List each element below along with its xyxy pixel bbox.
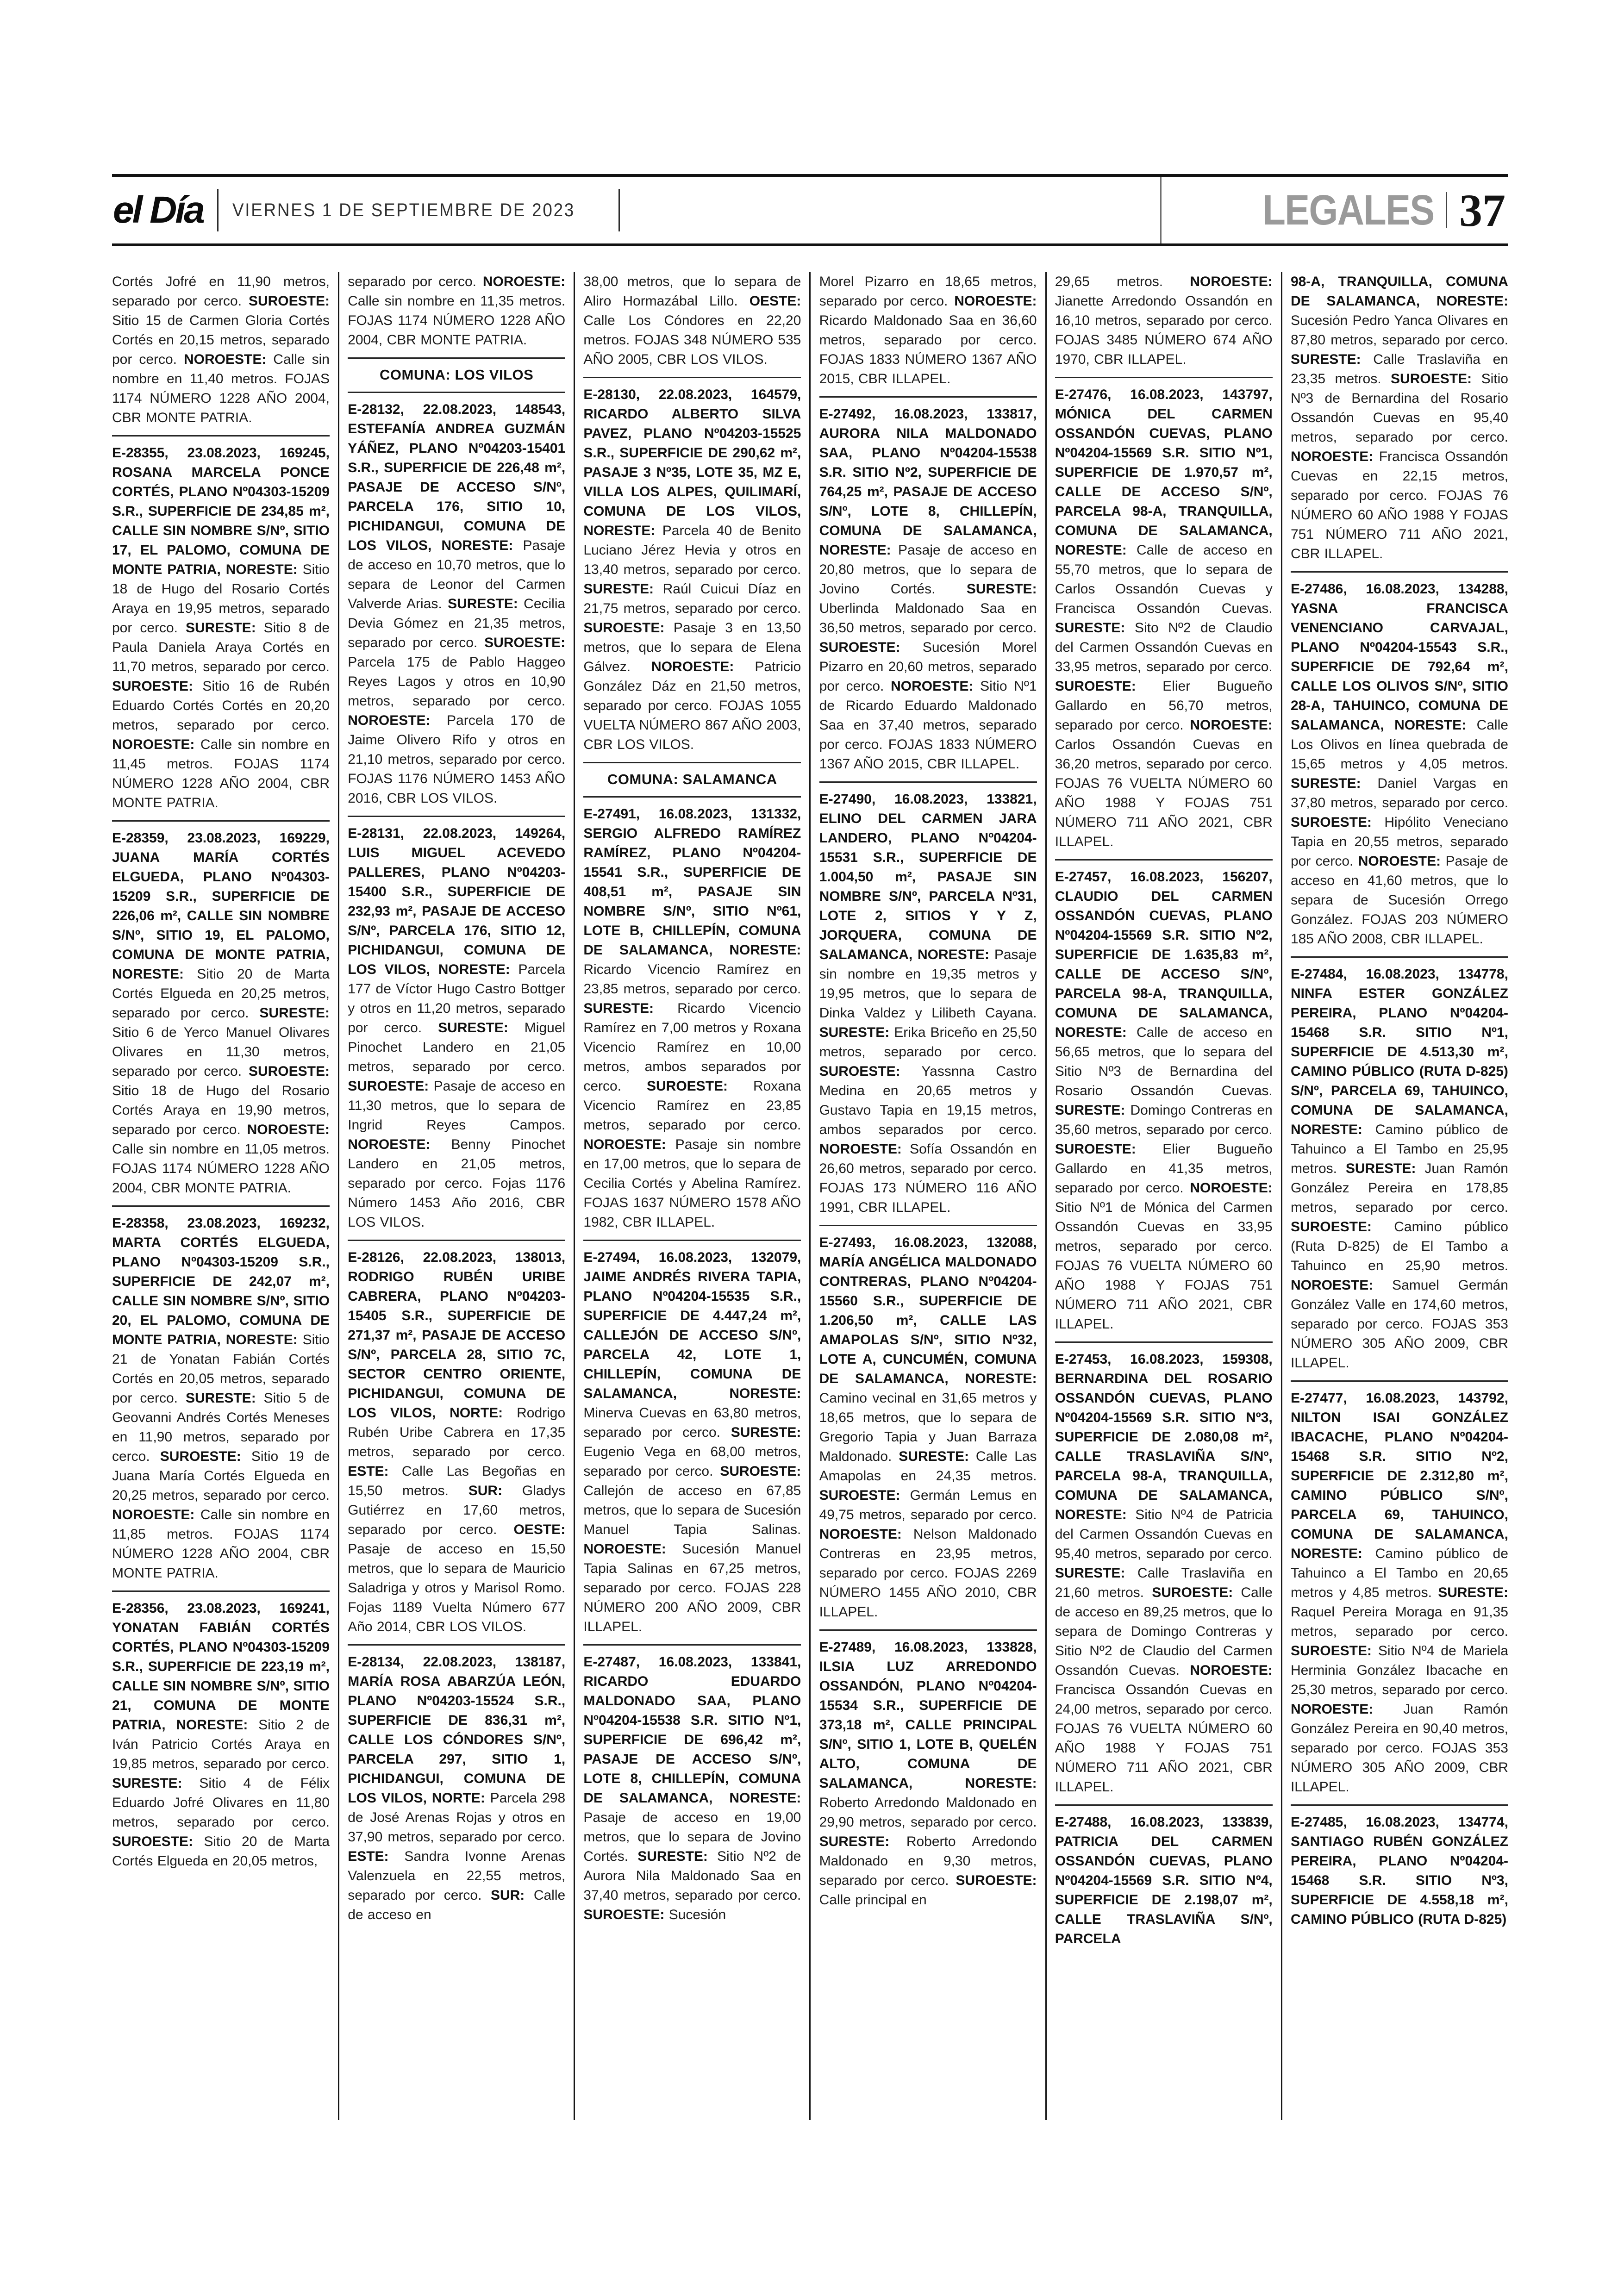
boundary-direction: SURESTE: [186, 1391, 256, 1406]
notice-head: 98-A, TRANQUILLA, COMUNA DE SALAMANCA, [1290, 274, 1508, 309]
boundary-direction: SURESTE: [1055, 1103, 1125, 1118]
column-5 [1055, 272, 1273, 2120]
boundary-direction: NOROESTE: [348, 713, 431, 728]
notice-divider-rule [819, 1225, 1037, 1226]
notice-head: E-28359, 23.08.2023, 169229, JUANA MARÍA CORTÉS ELGUEDA, PLANO Nº04303-15209 S.R., SUPERFICIE DE 226,06 m², CALLE SIN NOMBRE S/Nº, SITIO 19, EL PALOMO, COMUNA DE MONTE PATRIA, [112, 830, 330, 962]
legal-notice: E-27457, 16.08.2023, 156207, CLAUDIO DEL CARMEN OSSANDÓN CUEVAS, PLANO Nº04204-15569 S.R. SITIO Nº2, SUPERFICIE DE 1.635,83 m², CALLE DE ACCESO S/Nº, PARCELA 98-A, TRANQUILLA, COMUNA DE SALAMANCA, NORESTE: Calle de acceso en 56,65 metros, que lo separa del Sitio Nº3 de Bernardina del Rosario Ossandón Cuevas. SURESTE: Domingo Contreras en 35,60 metros, separado por cerco. SUROESTE: Elier Bugueño Gallardo en 41,35 metros, separado por cerco. NOROESTE: Sitio Nº1 de Mónica del Carmen Ossandón Cuevas en 33,95 metros, separado por cerco. FOJAS 76 VUELTA NÚMERO 60 AÑO 1988 Y FOJAS 751 NÚMERO 711 AÑO 2021, CBR ILLAPEL. [1055, 869, 1273, 1332]
boundary-direction: NORESTE: [1436, 293, 1508, 309]
notice-divider-rule [1291, 956, 1508, 958]
boundary-direction: OESTE: [749, 293, 801, 309]
column-gutter [565, 272, 583, 2120]
boundary-direction: SUROESTE: [819, 640, 900, 655]
notice-head: E-27486, 16.08.2023, 134288, YASNA FRANCISCA VENENCIANO CARVAJAL, PLANO Nº04204-15543 S.R., SUPERFICIE DE 792,64 m², CALLE LOS OLIVOS S/Nº, SITIO 28-A, TAHUINCO, COMUNA DE SALAMANCA, [1290, 581, 1508, 733]
boundary-direction: SURESTE: [731, 1425, 801, 1440]
masthead-left [112, 177, 1160, 243]
notice-divider-rule [583, 762, 801, 763]
boundary-direction: NOROESTE: [954, 293, 1037, 309]
legal-notice: E-28355, 23.08.2023, 169245, ROSANA MARCELA PONCE CORTÉS, PLANO Nº04303-15209 S.R., SUPERFICIE DE 234,85 m², CALLE SIN NOMBRE S/Nº, SITIO 17, EL PALOMO, COMUNA DE MONTE PATRIA, NORESTE: Sitio 18 de Hugo del Rosario Cortés Araya en 19,95 metros, separado por cerco. SURESTE: Sitio 8 de Paula Daniela Araya Cortés en 11,70 metros, separado por cerco. SUROESTE: Sitio 16 de Rubén Eduardo Cortés Cortés en 20,20 metros, separado por cerco. NOROESTE: Calle sin nombre en 11,45 metros. FOJAS 1174 NÚMERO 1228 AÑO 2004, CBR MONTE PATRIA. [112, 445, 330, 811]
notice-divider-rule [1055, 1804, 1273, 1806]
column-3 [583, 272, 801, 2120]
notice-head: E-27493, 16.08.2023, 132088, MARÍA ANGÉLICA MALDONADO CONTRERAS, PLANO Nº04204-15560 S.R., SUPERFICIE DE 1.206,50 m², CALLE LAS AMAPOLAS S/Nº, SITIO Nº32, LOTE A, CUNCUMÉN, COMUNA DE SALAMANCA, [819, 1235, 1037, 1386]
notice-divider-rule [1055, 859, 1273, 861]
comuna-header: COMUNA: SALAMANCA [607, 771, 777, 787]
notice-head: E-27477, 16.08.2023, 143792, NILTON ISAI GONZÁLEZ IBACACHE, PLANO Nº04204-15468 S.R. SITIO Nº2, SUPERFICIE DE 2.312,80 m², CAMINO PÚBLICO S/Nº, PARCELA 69, TAHUINCO, COMUNA DE SALAMANCA, [1290, 1391, 1508, 1542]
notice-continuation: Morel Pizarro en 18,65 metros, separado por cerco. NOROESTE: Ricardo Maldonado Saa en 36,60 metros, separado por cerco. FOJAS 1833 NÚMERO 1367 AÑO 2015, CBR ILLAPEL. [819, 274, 1037, 387]
column-gutter [1037, 272, 1055, 2120]
legal-notice: E-27493, 16.08.2023, 132088, MARÍA ANGÉLICA MALDONADO CONTRERAS, PLANO Nº04204-15560 S.R., SUPERFICIE DE 1.206,50 m², CALLE LAS AMAPOLAS S/Nº, SITIO Nº32, LOTE A, CUNCUMÉN, COMUNA DE SALAMANCA, NORESTE: Camino vecinal en 31,65 metros y 18,65 metros, que lo separa de Gregorio Tapia y Juan Barraza Maldonado. SURESTE: Calle Las Amapolas en 24,35 metros. SUROESTE: Germán Lemus en 49,75 metros, separado por cerco. NOROESTE: Nelson Maldonado Contreras en 23,95 metros, separado por cerco. FOJAS 2269 NÚMERO 1455 AÑO 2010, CBR ILLAPEL. [819, 1235, 1037, 1620]
notice-head: E-28356, 23.08.2023, 169241, YONATAN FABIÁN CORTÉS CORTÉS, PLANO Nº04303-15209 S.R., SUPERFICIE DE 223,19 m², CALLE SIN NOMBRE S/Nº, SITIO 21, COMUNA DE MONTE PATRIA, [112, 1601, 330, 1733]
notice-head: E-28358, 23.08.2023, 169232, MARTA CORTÉS ELGUEDA, PLANO Nº04303-15209 S.R., SUPERFICIE DE 242,07 m², CALLE SIN NOMBRE S/Nº, SITIO 20, EL PALOMO, COMUNA DE MONTE PATRIA, [112, 1216, 330, 1347]
masthead [112, 174, 1508, 246]
column-gutter [1273, 272, 1291, 2120]
boundary-direction: SURESTE: [1345, 1161, 1416, 1176]
boundary-direction: NOROESTE: [819, 1527, 902, 1542]
comuna-header: COMUNA: LOS VILOS [380, 367, 534, 383]
boundary-direction: SURESTE: [1055, 620, 1125, 636]
legal-notice: E-28131, 22.08.2023, 149264, LUIS MIGUEL ACEVEDO PALLERES, PLANO Nº04203-15400 S.R., SUPERFICIE DE 232,93 m², PASAJE DE ACCESO S/Nº, PARCELA 176, SITIO 12, PICHIDANGUI, COMUNA DE LOS VILOS, NORESTE: Parcela 177 de Víctor Hugo Castro Bottger y otros en 11,20 metros, separado por cerco. SURESTE: Miguel Pinochet Landero en 21,05 metros, separado por cerco. SUROESTE: Pasaje de acceso en 11,30 metros, que lo separa de Ingrid Reyes Campos. NOROESTE: Benny Pinochet Landero en 21,05 metros, separado por cerco. Fojas 1176 Número 1453 Año 2016, CBR LOS VILOS. [348, 826, 566, 1230]
legal-notice: E-27476, 16.08.2023, 143797, MÓNICA DEL CARMEN OSSANDÓN CUEVAS, PLANO Nº04204-15569 S.R. SITIO Nº1, SUPERFICIE DE 1.970,57 m², CALLE DE ACCESO S/Nº, PARCELA 98-A, TRANQUILLA, COMUNA DE SALAMANCA, NORESTE: Calle de acceso en 55,70 metros, que lo separa de Carlos Ossandón Cuevas y Francisca Ossandón Cuevas. SURESTE: Sito Nº2 de Claudio del Carmen Ossandón Cuevas en 33,95 metros, separado por cerco. SUROESTE: Elier Bugueño Gallardo en 56,70 metros, separado por cerco. NOROESTE: Carlos Ossandón Cuevas en 36,20 metros, separado por cerco. FOJAS 76 VUELTA NÚMERO 60 AÑO 1988 Y FOJAS 751 NÚMERO 711 AÑO 2021, CBR ILLAPEL. [1055, 387, 1273, 849]
boundary-direction: NOROESTE: [651, 659, 734, 674]
notice-divider-rule [348, 357, 565, 359]
boundary-direction: NORESTE: [1394, 717, 1467, 733]
notice-head: E-28126, 22.08.2023, 138013, RODRIGO RUBÉN URIBE CABRERA, PLANO Nº04203-15405 S.R., SUPERFICIE DE 271,37 m², PASAJE DE ACCESO S/Nº, PARCELA 28, SITIO 7C, SECTOR CENTRO ORIENTE, PICHIDANGUI, COMUNA DE LOS VILOS, [348, 1250, 566, 1421]
boundary-direction: SURESTE: [899, 1449, 969, 1464]
legal-notice: E-28359, 23.08.2023, 169229, JUANA MARÍA CORTÉS ELGUEDA, PLANO Nº04303-15209 S.R., SUPERFICIE DE 226,06 m², CALLE SIN NOMBRE S/Nº, SITIO 19, EL PALOMO, COMUNA DE MONTE PATRIA, NORESTE: Sitio 20 de Marta Cortés Elgueda en 20,25 metros, separado por cerco. SURESTE: Sitio 6 de Yerco Manuel Olivares Olivares en 11,30 metros, separado por cerco. SUROESTE: Sitio 18 de Hugo del Rosario Cortés Araya en 19,90 metros, separado por cerco. NOROESTE: Calle sin nombre en 11,05 metros. FOJAS 1174 NÚMERO 1228 AÑO 2004, CBR MONTE PATRIA. [112, 830, 330, 1196]
boundary-direction: SURESTE: [1055, 1565, 1125, 1581]
notice-divider-rule [112, 435, 330, 437]
notice-divider-rule [583, 1240, 801, 1241]
boundary-direction: SUROESTE: [1290, 1643, 1372, 1659]
boundary-direction: NOROESTE: [1290, 449, 1374, 464]
notice-divider-rule [348, 392, 565, 393]
boundary-direction: SUROESTE: [956, 1873, 1037, 1888]
notice-head: E-27453, 16.08.2023, 159308, BERNARDINA DEL ROSARIO OSSANDÓN CUEVAS, PLANO Nº04204-15569 S.R. SITIO Nº3, SUPERFICIE DE 2.080,08 m², CALLE TRASLAVIÑA S/Nº, PARCELA 98-A, TRANQUILLA, COMUNA DE SALAMANCA, [1055, 1352, 1273, 1503]
boundary-direction: SURESTE: [583, 1001, 654, 1016]
notice-head: E-27490, 16.08.2023, 133821, ELINO DEL CARMEN JARA LANDERO, PLANO Nº04204-15531 S.R., SUPERFICIE DE 1.004,50 m², PASAJE SIN NOMBRE S/Nº, PARCELA Nº31, LOTE 2, SITIOS Y Y Z, JORQUERA, COMUNA DE SALAMANCA, [819, 792, 1037, 962]
boundary-direction: ESTE: [348, 1849, 389, 1864]
boundary-direction: NORESTE: [225, 1332, 298, 1347]
boundary-direction: NORESTE: [1055, 1025, 1127, 1040]
notice-divider-rule [1055, 377, 1273, 378]
boundary-direction: SURESTE: [1290, 352, 1361, 367]
boundary-direction: SUROESTE: [248, 293, 330, 309]
boundary-direction: NORESTE: [965, 1776, 1037, 1791]
boundary-direction: SUROESTE: [720, 1464, 801, 1479]
notice-head: E-28132, 22.08.2023, 148543, ESTEFANÍA ANDREA GUZMÁN YÁÑEZ, PLANO Nº04203-15401 S.R., SUPERFICIE DE 226,48 m², PASAJE DE ACCESO S/Nº, PARCELA 176, SITIO 10, PICHIDANGUI, COMUNA DE LOS VILOS, [348, 402, 566, 553]
notice-head: E-27485, 16.08.2023, 134774, SANTIAGO RUBÉN GONZÁLEZ PEREIRA, PLANO Nº04204-15468 S.R. SITIO Nº3, SUPERFICIE DE 4.558,18 m², CAMINO PÚBLICO (RUTA D-825) [1290, 1815, 1508, 1927]
boundary-direction: NORESTE: [918, 947, 990, 962]
masthead-right [1160, 177, 1508, 243]
notice-divider-rule [819, 396, 1037, 398]
legal-notice: E-27489, 16.08.2023, 133828, ILSIA LUZ ARREDONDO OSSANDÓN, PLANO Nº04204-15534 S.R., SUPERFICIE DE 373,18 m², CALLE PRINCIPAL S/Nº, SITIO 1, LOTE B, QUELÉN ALTO, COMUNA DE SALAMANCA, NORESTE: Roberto Arredondo Maldonado en 29,90 metros, separado por cerco. SURESTE: Roberto Arredondo Maldonado en 9,30 metros, separado por cerco. SUROESTE: Calle principal en [819, 1640, 1037, 1908]
legal-notice: E-27494, 16.08.2023, 132079, JAIME ANDRÉS RIVERA TAPIA, PLANO Nº04204-15535 S.R., SUPERFICIE DE 4.447,24 m², CALLEJÓN DE ACCESO S/Nº, PARCELA 42, LOTE 1, CHILLEPÍN, COMUNA DE SALAMANCA, NORESTE: Minerva Cuevas en 63,80 metros, separado por cerco. SURESTE: Eugenio Vega en 68,00 metros, separado por cerco. SUROESTE: Callejón de acceso en 67,85 metros, que lo separa de Sucesión Manuel Tapia Salinas. NOROESTE: Sucesión Manuel Tapia Salinas en 67,25 metros, separado por cerco. FOJAS 228 NÚMERO 200 AÑO 2009, CBR ILLAPEL. [583, 1250, 801, 1634]
boundary-direction: SUROESTE: [819, 1488, 900, 1503]
masthead-separator-bar [217, 189, 219, 231]
notice-head: E-27476, 16.08.2023, 143797, MÓNICA DEL CARMEN OSSANDÓN CUEVAS, PLANO Nº04204-15569 S.R. SITIO Nº1, SUPERFICIE DE 1.970,57 m², CALLE DE ACCESO S/Nº, PARCELA 98-A, TRANQUILLA, COMUNA DE SALAMANCA, [1055, 387, 1273, 538]
notice-divider-rule [112, 820, 330, 822]
notice-head: E-28355, 23.08.2023, 169245, ROSANA MARCELA PONCE CORTÉS, PLANO Nº04303-15209 S.R., SUPERFICIE DE 234,85 m², CALLE SIN NOMBRE S/Nº, SITIO 17, EL PALOMO, COMUNA DE MONTE PATRIA, [112, 445, 330, 577]
boundary-direction: SUROESTE: [1055, 1141, 1136, 1157]
notice-divider-rule [1291, 1380, 1508, 1382]
issue-date: VIERNES 1 DE SEPTIEMBRE DE 2023 [232, 200, 575, 220]
boundary-direction: NOROESTE: [183, 352, 267, 367]
boundary-direction: SUROESTE: [112, 679, 194, 694]
boundary-direction: NORESTE: [965, 1371, 1037, 1386]
boundary-direction: SUROESTE: [647, 1079, 728, 1094]
notice-divider-rule [112, 1205, 330, 1207]
boundary-direction: SURESTE: [819, 1025, 890, 1040]
boundary-direction: SUROESTE: [1152, 1585, 1233, 1600]
notice-head: E-28134, 22.08.2023, 138187, MARÍA ROSA ABARZÚA LEÓN, PLANO Nº04203-15524 S.R., SUPERFICIE DE 836,31 m², CALLE LOS CÓNDORES S/Nº, PARCELA 297, SITIO 1, PICHIDANGUI, COMUNA DE LOS VILOS, [348, 1654, 566, 1806]
column-4 [819, 272, 1037, 2120]
notice-head: E-27491, 16.08.2023, 131332, SERGIO ALFREDO RAMÍREZ RAMÍREZ, PLANO Nº04204-15541 S.R., SUPERFICIE DE 408,51 m², PASAJE SIN NOMBRE S/Nº, SITIO Nº61, LOTE B, CHILLEPÍN, COMUNA DE SALAMANCA, [583, 806, 801, 958]
notice-head: E-27489, 16.08.2023, 133828, ILSIA LUZ ARREDONDO OSSANDÓN, PLANO Nº04204-15534 S.R., SUPERFICIE DE 373,18 m², CALLE PRINCIPAL S/Nº, SITIO 1, LOTE B, QUELÉN ALTO, COMUNA DE SALAMANCA, [819, 1640, 1037, 1791]
legal-notice: E-28132, 22.08.2023, 148543, ESTEFANÍA ANDREA GUZMÁN YÁÑEZ, PLANO Nº04203-15401 S.R., SUPERFICIE DE 226,48 m², PASAJE DE ACCESO S/Nº, PARCELA 176, SITIO 10, PICHIDANGUI, COMUNA DE LOS VILOS, NORESTE: Pasaje de acceso en 10,70 metros, que lo separa de Leonor del Carmen Valverde Arias. SURESTE: Cecilia Devia Gómez en 21,35 metros, separado por cerco. SUROESTE: Parcela 175 de Pablo Haggeo Reyes Lagos y otros en 10,90 metros, separado por cerco. NOROESTE: Parcela 170 de Jaime Olivero Rifo y otros en 21,10 metros, separado por cerco. FOJAS 1176 NÚMERO 1453 AÑO 2016, CBR LOS VILOS. [348, 402, 566, 806]
column-2 [348, 272, 565, 2120]
notice-continuation: 38,00 metros, que lo separa de Aliro Hormazábal Lillo. OESTE: Calle Los Cóndores en 22,20 metros. FOJAS 348 NÚMERO 535 AÑO 2005, CBR LOS VILOS. [583, 274, 801, 367]
legal-notice [1291, 1813, 1508, 1929]
boundary-direction: NOROESTE: [247, 1122, 330, 1137]
column-divider-line [809, 272, 811, 2120]
notice-divider-rule [583, 377, 801, 378]
boundary-direction: SUROESTE: [1055, 679, 1136, 694]
column-divider-line [338, 272, 339, 2120]
boundary-direction: NOROESTE: [1290, 1702, 1374, 1717]
page-number: 37 [1459, 184, 1505, 236]
boundary-direction: SUROESTE: [248, 1064, 330, 1079]
boundary-direction: NOROESTE: [583, 1541, 666, 1557]
boundary-direction: NORESTE: [1055, 543, 1127, 558]
boundary-direction: SURESTE: [448, 596, 518, 611]
column-gutter [330, 272, 348, 2120]
notice-head: E-27457, 16.08.2023, 156207, CLAUDIO DEL CARMEN OSSANDÓN CUEVAS, PLANO Nº04204-15569 S.R. SITIO Nº2, SUPERFICIE DE 1.635,83 m², CALLE DE ACCESO S/Nº, PARCELA 98-A, TRANQUILLA, COMUNA DE SALAMANCA, [1055, 869, 1273, 1021]
boundary-direction: NORTE: [450, 1405, 503, 1421]
legal-notice: E-28130, 22.08.2023, 164579, RICARDO ALBERTO SILVA PAVEZ, PLANO Nº04203-15525 S.R., SUPERFICIE DE 290,62 m², PASAJE 3 Nº35, LOTE 35, MZ E, VILLA LOS ALPES, QUILIMARÍ, COMUNA DE LOS VILOS, NORESTE: Parcela 40 de Benito Luciano Jérez Hevia y otros en 13,40 metros, separado por cerco. SURESTE: Raúl Cuicui Díaz en 21,75 metros, separado por cerco. SUROESTE: Pasaje 3 en 13,50 metros, que lo separa de Elena Gálvez. NOROESTE: Patricio González Dáz en 21,50 metros, separado por cerco. FOJAS 1055 VUELTA NÚMERO 867 AÑO 2003, CBR LOS VILOS. [583, 387, 801, 752]
notice-divider-rule [1055, 1341, 1273, 1343]
boundary-direction: SURESTE: [438, 1020, 508, 1035]
column-6 [1291, 272, 1508, 2120]
boundary-direction: NOROESTE: [112, 1507, 195, 1522]
boundary-direction: SUROESTE: [484, 635, 566, 650]
column-divider-line [1045, 272, 1047, 2120]
boundary-direction: NOROESTE: [819, 1141, 902, 1157]
column-gutter [801, 272, 819, 2120]
notice-divider-rule [583, 1644, 801, 1646]
notice-divider-rule [1291, 571, 1508, 573]
notice-divider-rule [348, 1644, 565, 1646]
notice-head: E-27492, 16.08.2023, 133817, AURORA NILA MALDONADO SAA, PLANO Nº04204-15538 S.R. SITIO Nº2, SUPERFICIE DE 764,25 m², PASAJE DE ACCESO S/Nº, LOTE 8, CHILLEPÍN, COMUNA DE SALAMANCA, [819, 406, 1037, 538]
boundary-direction: SURESTE: [1438, 1585, 1508, 1600]
boundary-direction: SUROESTE: [583, 1907, 665, 1922]
boundary-direction: NORTE: [431, 1790, 485, 1806]
legal-notice: E-27487, 16.08.2023, 133841, RICARDO EDUARDO MALDONADO SAA, PLANO Nº04204-15538 S.R. SITIO Nº1, SUPERFICIE DE 696,42 m², PASAJE DE ACCESO S/Nº, LOTE 8, CHILLEPÍN, COMUNA DE SALAMANCA, NORESTE: Pasaje de acceso en 19,00 metros, que lo separa de Jovino Cortés. SURESTE: Sitio Nº2 de Aurora Nila Maldonado Saa en 37,40 metros, separado por cerco. SUROESTE: Sucesión [583, 1654, 801, 1922]
notice-divider-rule [348, 816, 565, 817]
boundary-direction: NOROESTE: [1358, 854, 1441, 869]
boundary-direction: NORESTE: [583, 523, 656, 538]
legal-notice: E-27453, 16.08.2023, 159308, BERNARDINA DEL ROSARIO OSSANDÓN CUEVAS, PLANO Nº04204-15569 S.R. SITIO Nº3, SUPERFICIE DE 2.080,08 m², CALLE TRASLAVIÑA S/Nº, PARCELA 98-A, TRANQUILLA, COMUNA DE SALAMANCA, NORESTE: Sitio Nº4 de Patricia del Carmen Ossandón Cuevas en 95,40 metros, separado por cerco. SURESTE: Calle Traslaviña en 21,60 metros. SUROESTE: Calle de acceso en 89,25 metros, que lo separa de Domingo Contreras y Sitio Nº2 de Claudio del Carmen Ossandón Cuevas. NOROESTE: Francisca Ossandón Cuevas en 24,00 metros, separado por cerco. FOJAS 76 VUELTA NÚMERO 60 AÑO 1988 Y FOJAS 751 NÚMERO 711 AÑO 2021, CBR ILLAPEL. [1055, 1352, 1273, 1795]
notice-divider-rule [348, 1240, 565, 1241]
boundary-direction: NORESTE: [441, 538, 513, 553]
masthead-separator-bar [618, 189, 620, 231]
boundary-direction: SURESTE: [259, 1005, 330, 1021]
boundary-direction: NOROESTE: [891, 679, 974, 694]
boundary-direction: SUROESTE: [160, 1449, 241, 1464]
boundary-direction: SURESTE: [1290, 776, 1361, 791]
boundary-direction: SUROESTE: [112, 1834, 194, 1849]
boundary-direction: SURESTE: [819, 1834, 890, 1849]
legal-notice: E-27491, 16.08.2023, 131332, SERGIO ALFREDO RAMÍREZ RAMÍREZ, PLANO Nº04204-15541 S.R., SUPERFICIE DE 408,51 m², PASAJE SIN NOMBRE S/Nº, SITIO Nº61, LOTE B, CHILLEPÍN, COMUNA DE SALAMANCA, NORESTE: Ricardo Vicencio Ramírez en 23,85 metros, separado por cerco. SURESTE: Ricardo Vicencio Ramírez en 7,00 metros y Roxana Vicencio Ramírez en 10,00 metros, ambos separados por cerco. SUROESTE: Roxana Vicencio Ramírez en 23,85 metros, separado por cerco. NOROESTE: Pasaje sin nombre en 17,00 metros, que lo separa de Cecilia Cortés y Abelina Ramírez. FOJAS 1637 NÚMERO 1578 AÑO 1982, CBR ILLAPEL. [583, 806, 801, 1230]
boundary-direction: SUR: [468, 1483, 503, 1498]
boundary-direction: NOROESTE: [112, 737, 195, 752]
boundary-direction: SUROESTE: [1290, 1219, 1372, 1235]
notice-head: E-28131, 22.08.2023, 149264, LUIS MIGUEL ACEVEDO PALLERES, PLANO Nº04203-15400 S.R., SUPERFICIE DE 232,93 m², PASAJE DE ACCESO S/Nº, PARCELA 176, SITIO 12, PICHIDANGUI, COMUNA DE LOS VILOS, [348, 826, 566, 977]
legal-notice: E-28126, 22.08.2023, 138013, RODRIGO RUBÉN URIBE CABRERA, PLANO Nº04203-15405 S.R., SUPERFICIE DE 271,37 m², PASAJE DE ACCESO S/Nº, PARCELA 28, SITIO 7C, SECTOR CENTRO ORIENTE, PICHIDANGUI, COMUNA DE LOS VILOS, NORTE: Rodrigo Rubén Uribe Cabrera en 17,35 metros, separado por cerco. ESTE: Calle Las Begoñas en 15,50 metros. SUR: Gladys Gutiérrez en 17,60 metros, separado por cerco. OESTE: Pasaje de acceso en 15,50 metros, que lo separa de Mauricio Saladriga y otros y Marisol Romo. Fojas 1189 Vuelta Número 677 Año 2014, CBR LOS VILOS. [348, 1250, 566, 1634]
boundary-direction: SUROESTE: [348, 1079, 429, 1094]
boundary-direction: NORESTE: [438, 962, 510, 977]
notice-divider-rule [112, 1590, 330, 1592]
notice-head: E-27487, 16.08.2023, 133841, RICARDO EDUARDO MALDONADO SAA, PLANO Nº04204-15538 S.R. SITIO Nº1, SUPERFICIE DE 696,42 m², PASAJE DE ACCESO S/Nº, LOTE 8, CHILLEPÍN, COMUNA DE SALAMANCA, [583, 1654, 801, 1806]
boundary-direction: NORESTE: [729, 1386, 801, 1401]
boundary-direction: OESTE: [513, 1522, 566, 1537]
legal-notice: E-27492, 16.08.2023, 133817, AURORA NILA MALDONADO SAA, PLANO Nº04204-15538 S.R. SITIO Nº2, SUPERFICIE DE 764,25 m², PASAJE DE ACCESO S/Nº, LOTE 8, CHILLEPÍN, COMUNA DE SALAMANCA, NORESTE: Pasaje de acceso en 20,80 metros, que lo separa de Jovino Cortés. SURESTE: Uberlinda Maldonado Saa en 36,50 metros, separado por cerco. SUROESTE: Sucesión Morel Pizarro en 20,60 metros, separado por cerco. NOROESTE: Sitio Nº1 de Ricardo Eduardo Maldonado Saa en 37,40 metros, separado por cerco. FOJAS 1833 NÚMERO 1367 AÑO 2015, CBR ILLAPEL. [819, 406, 1037, 772]
boundary-direction: SUROESTE: [1290, 815, 1372, 830]
legal-notice: E-28134, 22.08.2023, 138187, MARÍA ROSA ABARZÚA LEÓN, PLANO Nº04203-15524 S.R., SUPERFICIE DE 836,31 m², CALLE LOS CÓNDORES S/Nº, PARCELA 297, SITIO 1, PICHIDANGUI, COMUNA DE LOS VILOS, NORTE: Parcela 298 de José Arenas Rojas y otros en 37,90 metros, separado por cerco. ESTE: Sandra Ivonne Arenas Valenzuela en 22,55 metros, separado por cerco. SUR: Calle de acceso en [348, 1654, 566, 1922]
columns [112, 272, 1508, 2120]
boundary-direction: SUR: [490, 1888, 525, 1903]
boundary-direction: NOROESTE: [348, 1137, 431, 1152]
boundary-direction: NORESTE: [1055, 1507, 1127, 1522]
column-1 [112, 272, 330, 2120]
boundary-direction: NORESTE: [729, 942, 801, 958]
boundary-direction: SURESTE: [186, 620, 256, 636]
boundary-direction: SURESTE: [112, 1776, 182, 1791]
boundary-direction: NORESTE: [729, 1790, 801, 1806]
boundary-direction: NOROESTE: [1190, 717, 1273, 733]
boundary-direction: NOROESTE: [482, 274, 566, 289]
boundary-direction: NOROESTE: [1190, 274, 1273, 289]
legal-notice: E-27490, 16.08.2023, 133821, ELINO DEL CARMEN JARA LANDERO, PLANO Nº04204-15531 S.R., SUPERFICIE DE 1.004,50 m², PASAJE SIN NOMBRE S/Nº, PARCELA Nº31, LOTE 2, SITIOS Y Y Z, JORQUERA, COMUNA DE SALAMANCA, NORESTE: Pasaje sin nombre en 19,35 metros y 19,95 metros, que lo separa de Dinka Valdez y Lilibeth Cayana. SURESTE: Erika Briceño en 25,50 metros, separado por cerco. SUROESTE: Yassnna Castro Medina en 20,65 metros y Gustavo Tapia en 19,15 metros, ambos separados por cerco. NOROESTE: Sofía Ossandón en 26,60 metros, separado por cerco. FOJAS 173 NÚMERO 116 AÑO 1991, CBR ILLAPEL. [819, 792, 1037, 1215]
boundary-direction: NOROESTE: [1290, 1278, 1374, 1293]
section-title: LEGALES [1262, 186, 1434, 234]
boundary-direction: SUROESTE: [819, 1064, 900, 1079]
page-number-separator-bar [1446, 192, 1447, 228]
column-divider-line [574, 272, 575, 2120]
legal-notice: E-27486, 16.08.2023, 134288, YASNA FRANCISCA VENENCIANO CARVAJAL, PLANO Nº04204-15543 S.R., SUPERFICIE DE 792,64 m², CALLE LOS OLIVOS S/Nº, SITIO 28-A, TAHUINCO, COMUNA DE SALAMANCA, NORESTE: Calle Los Olivos en línea quebrada de 15,65 metros y 4,05 metros. SURESTE: Daniel Vargas en 37,80 metros, separado por cerco. SUROESTE: Hipólito Veneciano Tapia en 20,55 metros, separado por cerco. NOROESTE: Pasaje de acceso en 41,60 metros, que lo separa de Sucesión Orrego González. FOJAS 203 NÚMERO 185 AÑO 2008, CBR ILLAPEL. [1290, 581, 1508, 947]
boundary-direction: NORESTE: [112, 967, 184, 982]
boundary-direction: SUROESTE: [1391, 371, 1472, 387]
notice-divider-rule [583, 796, 801, 798]
legal-notice: E-27477, 16.08.2023, 143792, NILTON ISAI GONZÁLEZ IBACACHE, PLANO Nº04204-15468 S.R. SITIO Nº2, SUPERFICIE DE 2.312,80 m², CAMINO PÚBLICO S/Nº, PARCELA 69, TAHUINCO, COMUNA DE SALAMANCA, NORESTE: Camino público de Tahuinco a El Tambo en 20,65 metros y 4,85 metros. SURESTE: Raquel Pereira Moraga en 91,35 metros, separado por cerco. SUROESTE: Sitio Nº4 de Mariela Herminia González Ibacache en 25,30 metros, separado por cerco. NOROESTE: Juan Ramón González Pereira en 90,40 metros, separado por cerco. FOJAS 353 NÚMERO 305 AÑO 2009, CBR ILLAPEL. [1290, 1391, 1508, 1795]
boundary-direction: NORESTE: [819, 543, 891, 558]
newspaper-logo: el Día [113, 189, 203, 231]
legal-notice: E-28358, 23.08.2023, 169232, MARTA CORTÉS ELGUEDA, PLANO Nº04303-15209 S.R., SUPERFICIE DE 242,07 m², CALLE SIN NOMBRE S/Nº, SITIO 20, EL PALOMO, COMUNA DE MONTE PATRIA, NORESTE: Sitio 21 de Yonatan Fabián Cortés Cortés en 20,05 metros, separado por cerco. SURESTE: Sitio 5 de Geovanni Andrés Cortés Meneses en 11,90 metros, separado por cerco. SUROESTE: Sitio 19 de Juana María Cortés Elgueda en 20,25 metros, separado por cerco. NOROESTE: Calle sin nombre en 11,85 metros. FOJAS 1174 NÚMERO 1228 AÑO 2004, CBR MONTE PATRIA. [112, 1216, 330, 1581]
column-divider-line [1281, 272, 1282, 2120]
boundary-direction: NOROESTE: [583, 1137, 666, 1152]
notice-head: E-27494, 16.08.2023, 132079, JAIME ANDRÉS RIVERA TAPIA, PLANO Nº04204-15535 S.R., SUPERFICIE DE 4.447,24 m², CALLEJÓN DE ACCESO S/Nº, PARCELA 42, LOTE 1, CHILLEPÍN, COMUNA DE SALAMANCA, [583, 1250, 801, 1401]
notice-continuation: 29,65 metros. NOROESTE: Jianette Arredondo Ossandón en 16,10 metros, separado por cerco. FOJAS 3485 NÚMERO 674 AÑO 1970, CBR ILLAPEL. [1055, 274, 1273, 367]
boundary-direction: NOROESTE: [1190, 1180, 1273, 1196]
notice-continuation: 98-A, TRANQUILLA, COMUNA DE SALAMANCA, NORESTE: Sucesión Pedro Yanca Olivares en 87,80 metros, separado por cerco. SURESTE: Calle Traslaviña en 23,35 metros. SUROESTE: Sitio Nº3 de Bernardina del Rosario Ossandón Cuevas en 95,40 metros, separado por cerco. NOROESTE: Francisca Ossandón Cuevas en 22,15 metros, separado por cerco. FOJAS 76 NÚMERO 60 AÑO 1988 Y FOJAS 751 NÚMERO 711 AÑO 2021, CBR ILLAPEL. [1290, 274, 1508, 561]
boundary-direction: NOROESTE: [1190, 1663, 1273, 1678]
notice-continuation: Cortés Jofré en 11,90 metros, separado por cerco. SUROESTE: Sitio 15 de Carmen Gloria Cortés Cortés en 20,15 metros, separado por cerco. NOROESTE: Calle sin nombre en 11,40 metros. FOJAS 1174 NÚMERO 1228 AÑO 2004, CBR MONTE PATRIA. [112, 274, 330, 425]
notice-divider-rule [819, 1629, 1037, 1631]
boundary-direction: NORESTE: [225, 562, 298, 577]
legal-notice: E-27484, 16.08.2023, 134778, NINFA ESTER GONZÁLEZ PEREIRA, PLANO Nº04204-15468 S.R. SITIO Nº1, SUPERFICIE DE 4.513,30 m², CAMINO PÚBLICO (RUTA D-825) S/Nº, PARCELA 69, TAHUINCO, COMUNA DE SALAMANCA, NORESTE: Camino público de Tahuinco a El Tambo en 25,95 metros. SURESTE: Juan Ramón González Pereira en 178,85 metros, separado por cerco. SUROESTE: Camino público (Ruta D-825) de El Tambo a Tahuinco en 25,90 metros. NOROESTE: Samuel Germán González Valle en 174,60 metros, separado por cerco. FOJAS 353 NÚMERO 305 AÑO 2009, CBR ILLAPEL. [1290, 967, 1508, 1371]
boundary-direction: ESTE: [348, 1464, 389, 1479]
notice-continuation: separado por cerco. NOROESTE: Calle sin nombre en 11,35 metros. FOJAS 1174 NÚMERO 1228 AÑO 2004, CBR MONTE PATRIA. [348, 274, 566, 348]
boundary-direction: SUROESTE: [583, 620, 665, 636]
boundary-direction: NORESTE: [1290, 1546, 1362, 1561]
boundary-direction: SURESTE: [583, 581, 654, 597]
boundary-direction: SURESTE: [637, 1849, 708, 1864]
notice-head: E-27488, 16.08.2023, 133839, PATRICIA DEL CARMEN OSSANDÓN CUEVAS, PLANO Nº04204-15569 S.R. SITIO Nº4, SUPERFICIE DE 2.198,07 m², CALLE TRASLAVIÑA S/Nº, PARCELA [1055, 1815, 1273, 1946]
notice-head: E-27484, 16.08.2023, 134778, NINFA ESTER GONZÁLEZ PEREIRA, PLANO Nº04204-15468 S.R. SITIO Nº1, SUPERFICIE DE 4.513,30 m², CAMINO PÚBLICO (RUTA D-825) S/Nº, PARCELA 69, TAHUINCO, COMUNA DE SALAMANCA, [1290, 967, 1508, 1118]
legal-notice [1055, 1813, 1273, 1949]
boundary-direction: SURESTE: [966, 581, 1037, 597]
boundary-direction: NORESTE: [176, 1717, 248, 1733]
boundary-direction: NORESTE: [1290, 1122, 1362, 1137]
notice-divider-rule [1291, 1804, 1508, 1806]
legal-notice: E-28356, 23.08.2023, 169241, YONATAN FABIÁN CORTÉS CORTÉS, PLANO Nº04303-15209 S.R., SUPERFICIE DE 223,19 m², CALLE SIN NOMBRE S/Nº, SITIO 21, COMUNA DE MONTE PATRIA, NORESTE: Sitio 2 de Iván Patricio Cortés Araya en 19,85 metros, separado por cerco. SURESTE: Sitio 4 de Félix Eduardo Jofré Olivares en 11,80 metros, separado por cerco. SUROESTE: Sitio 20 de Marta Cortés Elgueda en 20,05 metros, [112, 1601, 330, 1869]
notice-divider-rule [819, 781, 1037, 783]
notice-head: E-28130, 22.08.2023, 164579, RICARDO ALBERTO SILVA PAVEZ, PLANO Nº04203-15525 S.R., SUPERFICIE DE 290,62 m², PASAJE 3 Nº35, LOTE 35, MZ E, VILLA LOS ALPES, QUILIMARÍ, COMUNA DE LOS VILOS, [583, 387, 801, 519]
